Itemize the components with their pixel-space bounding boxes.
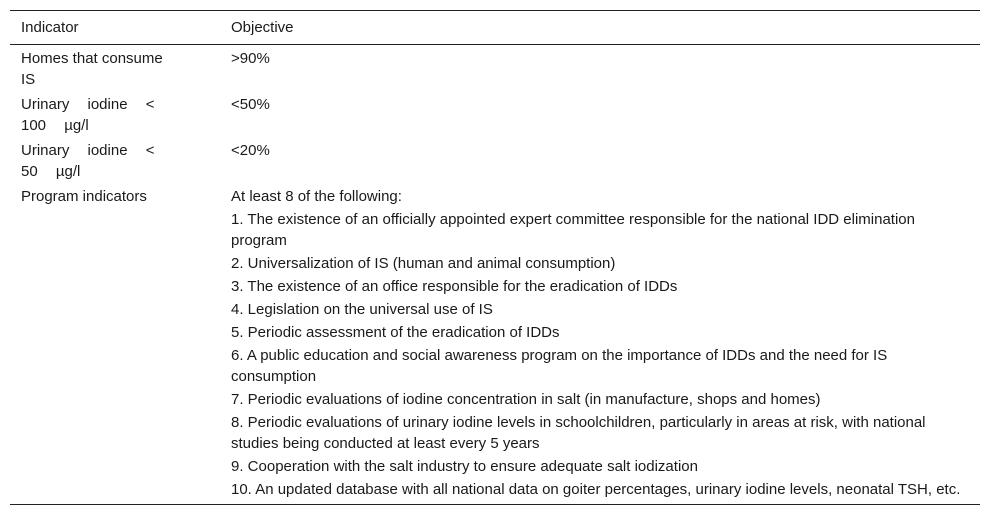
table-row xyxy=(10,184,980,505)
objective-line-10: 10. An updated database with all national data on goiter percentages, urinary iodine levels, neonatal TSH, etc. xyxy=(231,481,961,498)
indicator-text: Program indicators xyxy=(21,188,147,205)
objective-cell: >90% xyxy=(231,50,270,67)
table-row xyxy=(10,92,980,138)
indicator-text: Homes that consume IS xyxy=(21,50,163,88)
table-body xyxy=(10,45,980,505)
table-header xyxy=(10,11,980,45)
indicator-cell xyxy=(10,138,220,184)
objective-line-4: 4. Legislation on the universal use of IS xyxy=(231,301,493,318)
objective-line-intro: At least 8 of the following: xyxy=(231,188,402,205)
table-row xyxy=(10,138,980,184)
column-header-indicator: Indicator xyxy=(21,19,79,36)
indicator-text: Urinary iodine < 100 µg/l xyxy=(21,96,155,134)
indicator-cell xyxy=(10,45,220,93)
objective-line-2: 2. Universalization of IS (human and animal consumption) xyxy=(231,255,616,272)
objective-line-9: 9. Cooperation with the salt industry to ensure adequate salt iodization xyxy=(231,458,698,475)
objective-cell xyxy=(220,184,980,505)
indicator-objective-table xyxy=(10,10,980,505)
objective-line-8: 8. Periodic evaluations of urinary iodine levels in schoolchildren, particularly in areas at risk, with national studies being conducted at least every 5 years xyxy=(231,414,926,452)
indicator-cell xyxy=(10,184,220,505)
indicator-text: Urinary iodine < 50 µg/l xyxy=(21,142,155,180)
objective-line-5: 5. Periodic assessment of the eradication of IDDs xyxy=(231,324,560,341)
objective-line-6: 6. A public education and social awareness program on the importance of IDDs and the need for IS consumption xyxy=(231,347,888,385)
column-header-objective: Objective xyxy=(231,19,294,36)
objective-cell: <50% xyxy=(231,96,270,113)
objective-line-1: 1. The existence of an officially appointed expert committee responsible for the national IDD elimination program xyxy=(231,211,915,249)
objective-cell: <20% xyxy=(231,142,270,159)
table-row xyxy=(10,45,980,93)
indicator-cell xyxy=(10,92,220,138)
objective-line-7: 7. Periodic evaluations of iodine concentration in salt (in manufacture, shops and homes) xyxy=(231,391,821,408)
objective-line-3: 3. The existence of an office responsible for the eradication of IDDs xyxy=(231,278,678,295)
header-row xyxy=(10,11,980,45)
indicator-objective-table-container xyxy=(10,10,980,505)
